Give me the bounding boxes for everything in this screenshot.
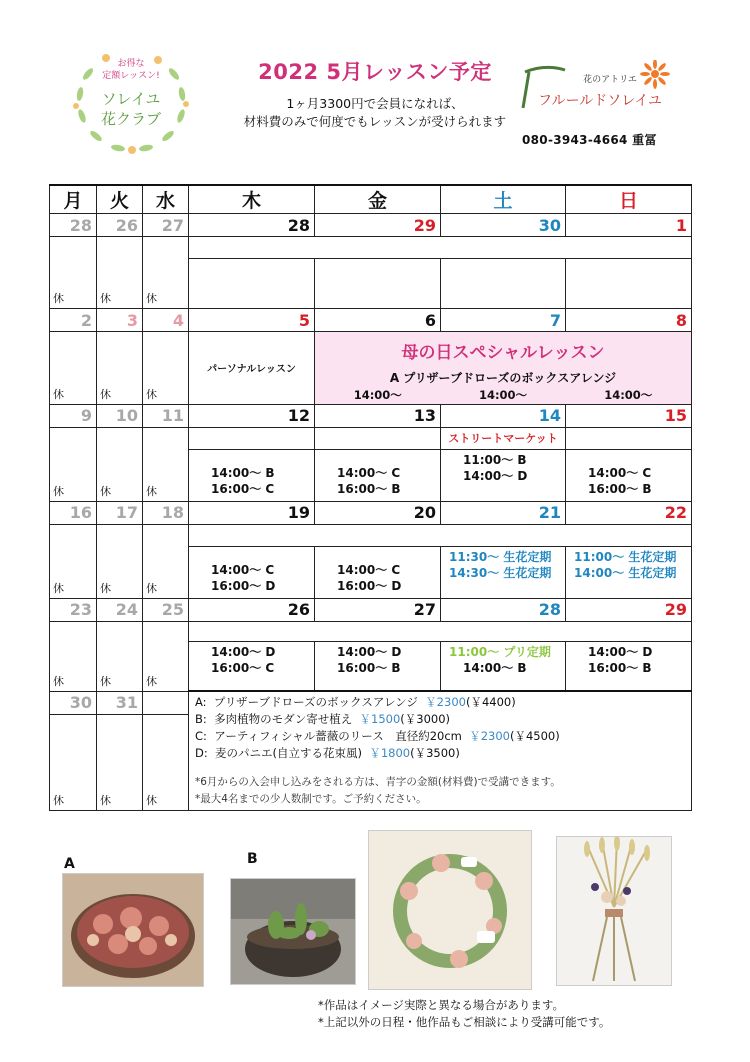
closed-cell xyxy=(97,427,143,501)
date-cell: 28 xyxy=(50,214,97,237)
closed-label: 休 xyxy=(53,674,64,688)
phone-number: 080-3943-4664 重冨 xyxy=(522,133,657,147)
schedule-cell xyxy=(441,259,566,309)
club-logo xyxy=(66,44,196,156)
date-cell: 2 xyxy=(50,309,97,332)
weekday-sat: 土 xyxy=(441,185,566,214)
menu-name: 麦のパニエ(自立する花束風) xyxy=(215,746,363,760)
shop-logo xyxy=(515,60,680,120)
shop-logo-name: フルールドソレイユ xyxy=(538,93,662,109)
mothers-day-time-fri: 14:00〜 xyxy=(315,386,441,404)
wheat-bouquet-image xyxy=(557,837,671,985)
date-cell: 17 xyxy=(97,501,143,524)
closed-cell xyxy=(50,332,97,405)
closed-label: 休 xyxy=(100,387,111,401)
date-cell: 28 xyxy=(189,214,315,237)
menu-name: 多肉植物のモダン寄せ植え xyxy=(214,712,353,726)
closed-label: 休 xyxy=(53,484,64,498)
menu-note-2: *最大4名までの少人数制です。ご予約ください。 xyxy=(195,793,427,805)
lesson-slot: 14:00〜 D xyxy=(211,644,276,659)
lesson-slot: 16:00〜 B xyxy=(588,660,652,675)
mothers-day-title: 母の日スペシャルレッスン xyxy=(401,343,605,363)
weekday-mon: 月 xyxy=(50,185,97,214)
shop-logo-graphic xyxy=(515,60,680,120)
closed-label: 休 xyxy=(146,794,157,807)
club-logo-line3: ソレイユ xyxy=(101,90,161,108)
club-logo-line1: お得な xyxy=(117,59,145,69)
lesson-slot: 14:00〜 C xyxy=(588,465,652,480)
photo-label-b: B xyxy=(247,851,258,867)
date-cell: 12 xyxy=(189,404,315,427)
date-cell: 1 xyxy=(566,214,692,237)
club-logo-line2: 定額レッスン! xyxy=(102,71,160,81)
closed-cell xyxy=(97,715,143,811)
closed-label: 休 xyxy=(146,387,157,401)
regular-price: (￥4500) xyxy=(509,729,560,743)
lesson-slot: 14:00〜 生花定期 xyxy=(574,565,677,580)
mothers-day-banner xyxy=(315,332,692,387)
closed-label: 休 xyxy=(100,581,111,595)
date-cell: 25 xyxy=(143,598,189,621)
menu-notes xyxy=(189,691,692,811)
lesson-slot: 16:00〜 B xyxy=(337,481,401,496)
lesson-slot: 14:00〜 D xyxy=(463,468,528,483)
photo-b-succulent xyxy=(230,878,356,985)
schedule-cell xyxy=(566,546,692,598)
weekday-sun: 日 xyxy=(566,185,692,214)
schedule-cell xyxy=(189,427,315,449)
date-cell: 21 xyxy=(441,501,566,524)
lesson-slot: 16:00〜 D xyxy=(337,578,402,593)
photo-d-wheat-panier xyxy=(556,836,672,986)
closed-label: 休 xyxy=(146,292,157,305)
date-cell: 13 xyxy=(315,404,441,427)
closed-cell xyxy=(50,427,97,501)
closed-label: 休 xyxy=(100,674,111,688)
schedule-cell xyxy=(315,449,441,501)
closed-label: 休 xyxy=(146,581,157,595)
schedule-cell xyxy=(189,449,315,501)
footnote-2: *上記以外の日程・他作品もご相談により受講可能です。 xyxy=(318,1015,611,1029)
closed-label: 休 xyxy=(146,484,157,498)
week-4-dates xyxy=(50,501,692,524)
week-1-dates xyxy=(50,214,692,237)
schedule-cell xyxy=(566,449,692,501)
date-cell: 30 xyxy=(441,214,566,237)
member-price: ￥1800 xyxy=(369,746,411,760)
menu-item-b xyxy=(195,711,685,728)
lesson-calendar xyxy=(49,184,691,815)
lesson-slot: 11:30〜 生花定期 xyxy=(449,549,552,564)
date-cell: 5 xyxy=(189,309,315,332)
weekday-wed: 水 xyxy=(143,185,189,214)
regular-price: (￥3000) xyxy=(400,712,451,726)
date-cell: 26 xyxy=(189,598,315,621)
lesson-slot: 14:00〜 B xyxy=(211,465,275,480)
week-4-blank xyxy=(189,524,692,546)
lesson-slot: 14:00〜 C xyxy=(337,562,401,577)
closed-cell xyxy=(143,621,189,691)
date-cell: 23 xyxy=(50,598,97,621)
subtitle-line-2: 材料費のみで何度でもレッスンが受けられます xyxy=(243,114,507,129)
closed-label: 休 xyxy=(100,292,111,305)
schedule-cell xyxy=(189,259,315,309)
footnote-1: *作品はイメージ実際と異なる場合があります。 xyxy=(318,998,564,1012)
schedule-cell xyxy=(315,427,441,449)
lesson-slot: 16:00〜 B xyxy=(337,660,401,675)
date-cell: 4 xyxy=(143,309,189,332)
date-cell: 18 xyxy=(143,501,189,524)
schedule-cell xyxy=(189,641,315,691)
menu-item-c xyxy=(195,728,685,745)
closed-cell xyxy=(97,524,143,598)
closed-cell xyxy=(50,621,97,691)
week-6-dates xyxy=(50,691,692,715)
menu-code: C: xyxy=(195,729,207,743)
lesson-slot: 11:00〜 B xyxy=(463,452,527,467)
lesson-slot: 16:00〜 C xyxy=(211,481,275,496)
date-cell: 26 xyxy=(97,214,143,237)
wreath-icon xyxy=(66,44,196,156)
date-cell: 16 xyxy=(50,501,97,524)
schedule-cell xyxy=(189,546,315,598)
lesson-slot: 16:00〜 D xyxy=(211,578,276,593)
schedule-cell xyxy=(441,641,566,691)
lesson-slot: 11:00〜 プリ定期 xyxy=(449,644,551,659)
closed-cell xyxy=(143,524,189,598)
closed-cell xyxy=(143,237,189,309)
weekday-fri: 金 xyxy=(315,185,441,214)
photo-c-wreath xyxy=(368,830,532,990)
menu-item-d xyxy=(195,745,685,762)
schedule-cell xyxy=(315,546,441,598)
date-cell: 29 xyxy=(315,214,441,237)
closed-cell xyxy=(143,715,189,811)
schedule-cell xyxy=(566,259,692,309)
closed-label: 休 xyxy=(53,387,64,401)
date-cell: 6 xyxy=(315,309,441,332)
date-cell: 11 xyxy=(143,404,189,427)
closed-cell xyxy=(143,332,189,405)
date-cell: 8 xyxy=(566,309,692,332)
menu-code: D: xyxy=(195,746,208,760)
regular-price: (￥3500) xyxy=(410,746,460,760)
date-cell: 9 xyxy=(50,404,97,427)
date-cell xyxy=(143,691,189,715)
shop-logo-top: 花のアトリエ xyxy=(583,75,637,85)
weekday-tue: 火 xyxy=(97,185,143,214)
schedule-cell xyxy=(566,641,692,691)
photo-a-box-arrangement xyxy=(62,873,204,987)
page-title: 2022 5月レッスン予定 xyxy=(258,60,492,84)
personal-lesson-label: パーソナルレッスン xyxy=(207,364,296,376)
closed-label: 休 xyxy=(146,674,157,688)
weekday-thu: 木 xyxy=(189,185,315,214)
date-cell: 27 xyxy=(315,598,441,621)
menu-code: B: xyxy=(195,712,207,726)
closed-cell xyxy=(97,621,143,691)
date-cell: 30 xyxy=(50,691,97,715)
mothers-day-time-sat: 14:00〜 xyxy=(441,386,566,404)
schedule-cell xyxy=(566,427,692,449)
week-1-blank xyxy=(189,237,692,259)
street-market-label: ストリートマーケット xyxy=(441,427,566,449)
week-5-dates xyxy=(50,598,692,621)
date-cell: 24 xyxy=(97,598,143,621)
mothers-day-time-sun: 14:00〜 xyxy=(566,386,692,404)
rose-box-image xyxy=(63,874,203,986)
closed-cell xyxy=(50,715,97,811)
closed-label: 休 xyxy=(53,794,64,807)
date-cell: 3 xyxy=(97,309,143,332)
date-cell: 10 xyxy=(97,404,143,427)
closed-cell xyxy=(97,332,143,405)
regular-price: (￥4400) xyxy=(465,695,516,709)
closed-label: 休 xyxy=(53,292,64,305)
menu-name: プリザーブドローズのボックスアレンジ xyxy=(213,695,418,709)
schedule-cell xyxy=(315,641,441,691)
date-cell: 14 xyxy=(441,404,566,427)
personal-lesson-cell xyxy=(189,332,315,405)
lesson-slot: 11:00〜 生花定期 xyxy=(574,549,677,564)
menu-code: A: xyxy=(195,695,207,709)
menu-name: アーティフィシャル薔薇のリース 直径約20cm xyxy=(214,729,462,743)
schedule-cell xyxy=(315,259,441,309)
date-cell: 7 xyxy=(441,309,566,332)
date-cell: 29 xyxy=(566,598,692,621)
club-logo-line4: 花クラブ xyxy=(100,110,162,128)
date-cell: 28 xyxy=(441,598,566,621)
member-price: ￥1500 xyxy=(359,712,401,726)
lesson-slot: 14:00〜 C xyxy=(337,465,401,480)
lesson-slot: 14:00〜 C xyxy=(211,562,275,577)
menu-item-a xyxy=(195,694,685,711)
succulent-image xyxy=(231,879,355,984)
lesson-slot: 14:00〜 D xyxy=(337,644,402,659)
lesson-slot: 14:00〜 D xyxy=(588,644,653,659)
sun-flower-icon xyxy=(640,60,670,89)
schedule-cell xyxy=(441,546,566,598)
wreath-image xyxy=(369,831,531,989)
lesson-slot: 14:00〜 B xyxy=(463,660,527,675)
closed-label: 休 xyxy=(100,484,111,498)
week-2-dates xyxy=(50,309,692,332)
closed-cell xyxy=(50,237,97,309)
schedule-cell xyxy=(441,449,566,501)
lesson-slot: 16:00〜 B xyxy=(588,481,652,496)
member-price: ￥2300 xyxy=(425,695,466,709)
week-5-blank xyxy=(189,621,692,641)
lesson-slot: 14:30〜 生花定期 xyxy=(449,565,552,580)
photo-label-a: A xyxy=(64,856,75,872)
date-cell: 19 xyxy=(189,501,315,524)
closed-cell xyxy=(97,237,143,309)
date-cell: 20 xyxy=(315,501,441,524)
weekday-header-row xyxy=(50,185,692,214)
menu-note-1: *6月からの入会申し込みをされる方は、青字の金額(材料費)で受講できます。 xyxy=(195,776,561,788)
closed-label: 休 xyxy=(53,581,64,595)
date-cell: 27 xyxy=(143,214,189,237)
member-price: ￥2300 xyxy=(469,729,510,743)
subtitle-line-1: 1ヶ月3300円で会員になれば、 xyxy=(286,96,464,111)
closed-cell xyxy=(143,427,189,501)
date-cell: 31 xyxy=(97,691,143,715)
closed-label: 休 xyxy=(100,794,111,807)
date-cell: 22 xyxy=(566,501,692,524)
date-cell: 15 xyxy=(566,404,692,427)
lesson-slot: 16:00〜 C xyxy=(211,660,275,675)
closed-cell xyxy=(50,524,97,598)
week-3-dates xyxy=(50,404,692,427)
mothers-day-subtitle: A プリザーブドローズのボックスアレンジ xyxy=(389,371,617,385)
